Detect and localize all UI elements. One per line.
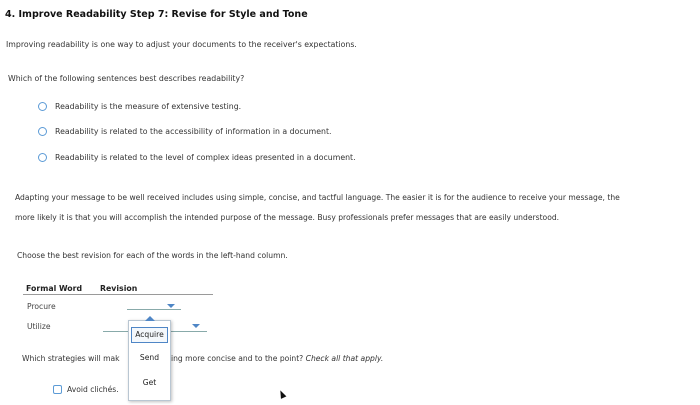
revision-select-procure[interactable] (127, 309, 181, 310)
page-title: 4. Improve Readability Step 7: Revise for Style and Tone (5, 9, 308, 20)
table-header-divider (23, 294, 213, 295)
intro-text: Improving readability is one way to adjust your documents to the receiver's expectations. (6, 40, 357, 49)
radio-circle-icon[interactable] (38, 102, 47, 111)
radio-option-label: Readability is related to the level of complex ideas presented in a document. (55, 153, 356, 162)
checkbox-option-avoid-cliches[interactable] (53, 385, 119, 394)
question-strategies-prompt-end (171, 354, 383, 363)
chevron-down-icon[interactable] (167, 304, 175, 308)
question-strategies-hint: Check all that apply. (305, 354, 384, 363)
dropdown-option-acquire[interactable]: Acquire (131, 327, 168, 343)
table-header-revision: Revision (100, 284, 138, 293)
mouse-cursor-icon (278, 389, 287, 399)
dropdown-pointer-icon (145, 316, 155, 321)
question-strategies-prompt-rest: ing more concise and to the point? (171, 354, 304, 363)
radio-option-label: Readability is related to the accessibility of information in a document. (55, 127, 332, 136)
radio-option-2[interactable] (38, 127, 331, 136)
radio-option-1[interactable] (38, 102, 241, 111)
table-row-utilize-label: Utilize (27, 322, 51, 331)
table-row-procure-label: Procure (27, 302, 56, 311)
instruction-text: Choose the best revision for each of the words in the left-hand column. (17, 251, 288, 260)
passage-text: Adapting your message to be well received includes using simple, concise, and tactful language. The easier it is for the audience to receive your message, the more likely it is that you will accomplish the intended purpose of the message. Busy professionals prefer messages that are easily understood. (15, 193, 620, 222)
dropdown-option-send[interactable]: Send (139, 353, 160, 362)
chevron-down-icon[interactable] (192, 324, 200, 328)
radio-option-label: Readability is the measure of extensive testing. (55, 102, 242, 111)
revision-dropdown-menu[interactable] (128, 320, 171, 401)
radio-option-3[interactable] (38, 153, 356, 162)
radio-circle-icon[interactable] (38, 127, 47, 136)
checkbox-icon[interactable] (53, 385, 62, 394)
checkbox-option-label: Avoid clichés. (67, 385, 119, 394)
table-header-formal-word: Formal Word (26, 284, 83, 293)
question-readability-prompt: Which of the following sentences best describes readability? (8, 74, 245, 83)
radio-circle-icon[interactable] (38, 153, 47, 162)
question-strategies-prompt: Which strategies will mak (22, 354, 120, 363)
dropdown-option-get[interactable]: Get (142, 378, 157, 387)
